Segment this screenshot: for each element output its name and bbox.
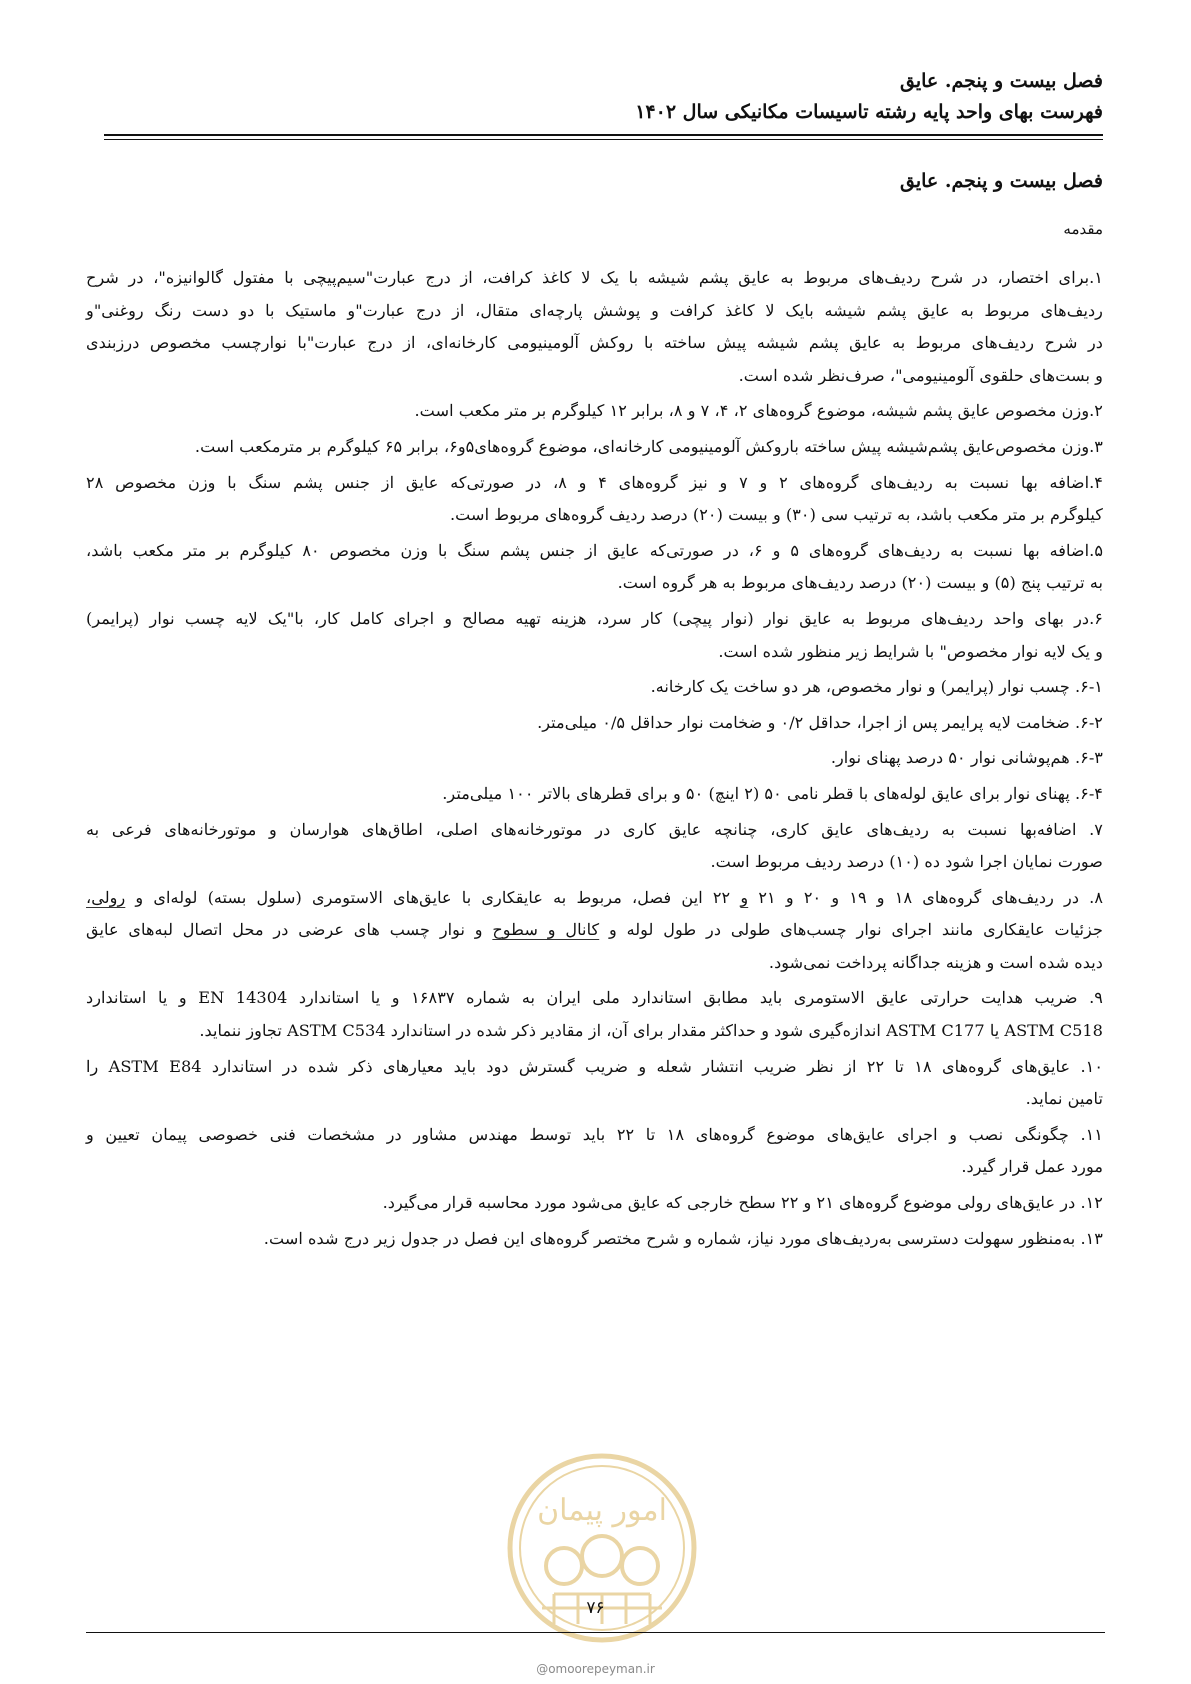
paragraph-1	[86, 262, 1103, 392]
paragraph-6-2: ۶-۲. ضخامت لایه پرایمر پس از اجرا، حداقل ۰/۲ و ضخامت نوار حداقل ۰/۵ میلی‌متر.	[537, 712, 1103, 732]
paragraph-line: و بست‌های حلقوی آلومینیومی"، صرف‌نظر شده است.	[738, 365, 1103, 385]
paragraph-line: مورد عمل قرار گیرد.	[961, 1157, 1103, 1177]
page-number: ۷۶	[586, 1598, 605, 1618]
paragraph-line: ۴.اضافه بها نسبت به ردیف‌های گروه‌های ۲ و ۷ و نیز گروه‌های ۴ و ۸، در صورتی‌که عایق از جنس پشم سنگ با وزن مخصوص ۲۸	[86, 472, 1103, 492]
text-run: جزئیات عایقکاری مانند اجرای نوار چسب‌های طولی در طول لوله و	[599, 920, 1103, 940]
watermark-text: امور پیمان	[537, 1493, 667, 1528]
paragraph-11	[86, 1119, 1103, 1184]
paragraph-line: صورت نمایان اجرا شود ده (۱۰) درصد ردیف مربوط است.	[710, 852, 1103, 872]
document-body	[86, 262, 1103, 1258]
paragraph-line	[86, 882, 1103, 915]
text-run: ۲۲ این فصل، مربوط به عایقکاری با عایق‌های الاستومری (سلول بسته) لوله‌ای و	[125, 887, 741, 907]
paragraph-line: ۷. اضافه‌بها نسبت به ردیف‌های عایق کاری، چنانچه عایق کاری در موتورخانه‌های اصلی، اطاق‌های هوارسان و موتورخانه‌های فرعی به	[86, 819, 1103, 839]
paragraph-line	[86, 914, 1103, 947]
paragraph-9	[86, 982, 1103, 1047]
paragraph-line: و یک لایه نوار مخصوص" با شرایط زیر منظور شده است.	[718, 641, 1103, 661]
paragraph-line: ASTM C518 یا ASTM C177 اندازه‌گیری شود و حداکثر مقدار برای آن، از مقادیر ذکر شده در استاندارد ASTM C534 تجاوز ننماید.	[199, 1021, 1103, 1041]
footer-rule	[86, 1632, 1105, 1633]
paragraph-6	[86, 603, 1103, 668]
paragraph-line: ۹. ضریب هدایت حرارتی عایق الاستومری باید مطابق استاندارد ملی ایران به شماره ۱۶۸۳۷ و یا استاندارد EN 14304 و یا استاندارد	[86, 988, 1103, 1008]
paragraph-line: دیده شده است و هزینه جداگانه پرداخت نمی‌شود.	[768, 952, 1103, 972]
text-run: و نوار چسب های عرضی در محل اتصال لبه‌های عایق	[86, 920, 493, 940]
header-rule-thin	[104, 139, 1103, 140]
paragraph-line: به ترتیب پنج (۵) و بیست (۲۰) درصد ردیف‌های مربوط به هر گروه است.	[617, 573, 1103, 593]
paragraph-line: ۱۰. عایق‌های گروه‌های ۱۸ تا ۲۲ از نظر ضریب انتشار شعله و ضریب گسترش دود باید معیارهای ذکر شده در استاندارد ASTM E84 را	[86, 1056, 1104, 1076]
paragraph-8	[86, 882, 1103, 980]
paragraph-4	[86, 467, 1103, 532]
paragraph-line: تامین نماید.	[1025, 1089, 1103, 1109]
paragraph-line: ۱.برای اختصار، در شرح ردیف‌های مربوط به عایق پشم شیشه با یک لا کاغذ کرافت، از درج عبارت"سیم‌پیچی با مفتول گالوانیزه"، در شرح	[86, 268, 1103, 287]
paragraph-line: در شرح ردیف‌های مربوط به عایق پشم شیشه پیش ساخته با روکش آلومینیومی کارخانه‌ای، از درج عبارت"با نوارچسب مخصوص درزبندی	[86, 333, 1103, 353]
paragraph-6-3: ۶-۳. هم‌پوشانی نوار ۵۰ درصد پهنای نوار.	[830, 748, 1103, 768]
section-title: فصل بیست و پنجم. عایق	[899, 170, 1103, 192]
paragraph-6-1: ۶-۱. چسب نوار (پرایمر) و نوار مخصوص، هر دو ساخت یک کارخانه.	[650, 677, 1103, 697]
paragraph-line: کیلوگرم بر متر مکعب باشد، به ترتیب سی (۳۰) و بیست (۲۰) درصد ردیف گروه‌های مربوط است.	[450, 505, 1103, 525]
header-book-title: فهرست بهای واحد پایه رشته تاسیسات مکانیکی سال ۱۴۰۲	[635, 101, 1103, 123]
paragraph-6-4: ۶-۴. پهنای نوار برای عایق لوله‌های با قطر نامی ۵۰ (۲ اینچ) ۵۰ و برای قطرهای بالاتر ۱۰۰ میلی‌متر.	[442, 783, 1103, 803]
paragraph-line: ۵.اضافه بها نسبت به ردیف‌های گروه‌های ۵ و ۶، در صورتی‌که عایق از جنس پشم سنگ با وزن مخصوص ۸۰ کیلوگرم بر متر مکعب باشد،	[86, 540, 1104, 560]
header-rule-thick	[104, 134, 1103, 136]
paragraph-line: ۶.در بهای واحد ردیف‌های مربوط به عایق نوار (نوار پیچی) کار سرد، هزینه تهیه مصالح و اجرای کامل کار، با"یک لایه چسب نوار (پرایمر)	[86, 608, 1103, 628]
paragraph-12: ۱۲. در عایق‌های رولی موضوع گروه‌های ۲۱ و ۲۲ سطح خارجی که عایق می‌شود مورد محاسبه قرار می‌گیرد.	[382, 1193, 1103, 1213]
paragraph-7	[86, 814, 1103, 879]
intro-label: مقدمه	[1063, 220, 1103, 238]
underlined-text: کانال و سطوح	[492, 920, 600, 940]
paragraph-5	[86, 535, 1103, 600]
underlined-text: رولی،	[86, 887, 126, 907]
paragraph-line: ۱۱. چگونگی نصب و اجرای عایق‌های موضوع گروه‌های ۱۸ تا ۲۲ باید توسط مهندس مشاور در مشخصات فنی خصوصی پیمان تعیین و	[86, 1124, 1103, 1144]
paragraph-line: ردیف‌های مربوط به عایق پشم شیشه بایک لا کاغذ کرافت و پوشش پارچه‌ای متقال، از درج عبارت"و ماستیک با دو دست رنگ روغنی"و	[86, 300, 1103, 320]
paragraph-2: ۲.وزن مخصوص عایق پشم شیشه، موضوع گروه‌های ۲، ۴، ۷ و ۸، برابر ۱۲ کیلوگرم بر متر مکعب است.	[414, 401, 1103, 421]
page-header	[104, 66, 1103, 128]
paragraph-10	[86, 1051, 1103, 1116]
site-url: @omoorepeyman.ir	[536, 1662, 655, 1676]
underlined-text: و	[740, 887, 749, 907]
text-run: ۸. در ردیف‌های گروه‌های ۱۸ و ۱۹ و ۲۰ و ۲۱	[748, 887, 1104, 907]
header-chapter-title: فصل بیست و پنجم. عایق	[899, 70, 1103, 92]
paragraph-13: ۱۳. به‌منظور سهولت دسترسی به‌ردیف‌های مورد نیاز، شماره و شرح مختصر گروه‌های این فصل در جدول زیر درج شده است.	[263, 1228, 1103, 1248]
paragraph-3: ۳.وزن مخصوص‌عایق پشم‌شیشه پیش ساخته باروکش آلومینیومی کارخانه‌ای، موضوع گروه‌های۵و۶، برابر ۶۵ کیلوگرم بر مترمکعب است.	[194, 436, 1103, 456]
watermark-logo	[502, 1448, 702, 1648]
